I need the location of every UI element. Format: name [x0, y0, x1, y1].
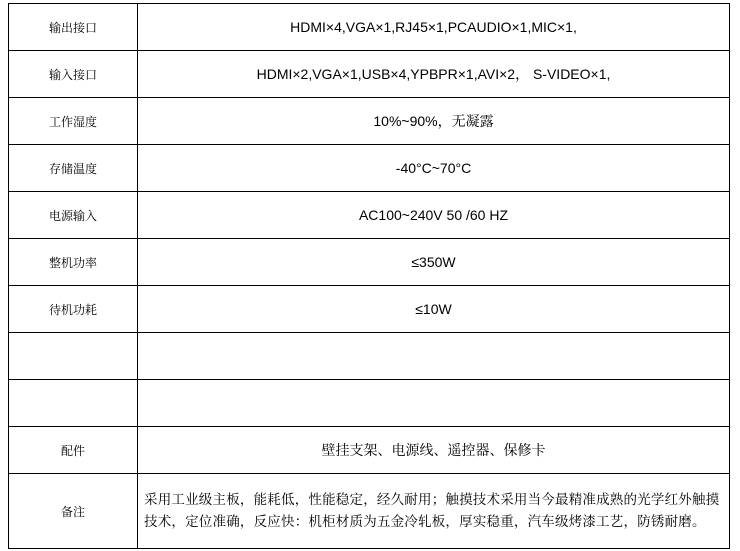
row-value: HDMI×2,VGA×1,USB×4,YPBPR×1,AVI×2， S-VIDEO×1,: [138, 51, 730, 98]
notes-text: 采用工业级主板，能耗低，性能稳定，经久耐用；触摸技术采用当今最精准成熟的光学红外触摸技术，定位准确，反应快：机柜材质为五金冷轧板，厚实稳重，汽车级烤漆工艺，防锈耐磨。: [138, 474, 730, 549]
row-label: 存储温度: [9, 145, 138, 192]
row-label: 电源输入: [9, 192, 138, 239]
row-value: AC100~240V 50 /60 HZ: [138, 192, 730, 239]
spec-table-body: [9, 4, 730, 549]
table-row: [9, 145, 730, 192]
row-value: [138, 333, 730, 380]
row-label: 输出接口: [9, 4, 138, 51]
row-label: 工作湿度: [9, 98, 138, 145]
row-value: -40°C~70°C: [138, 145, 730, 192]
table-row: [9, 333, 730, 380]
row-value: [138, 380, 730, 427]
row-label: 输入接口: [9, 51, 138, 98]
table-row: [9, 427, 730, 474]
table-row: [9, 98, 730, 145]
row-value: 10%~90%，无凝露: [138, 98, 730, 145]
row-value: ≤350W: [138, 239, 730, 286]
table-row: [9, 239, 730, 286]
spec-table: [8, 3, 730, 549]
row-label: [9, 333, 138, 380]
row-label: [9, 380, 138, 427]
row-label: 待机功耗: [9, 286, 138, 333]
row-value: HDMI×4,VGA×1,RJ45×1,PCAUDIO×1,MIC×1,: [138, 4, 730, 51]
row-value: ≤10W: [138, 286, 730, 333]
notes-row: [9, 474, 730, 549]
table-row: [9, 4, 730, 51]
table-row: [9, 51, 730, 98]
table-row: [9, 380, 730, 427]
table-row: [9, 192, 730, 239]
notes-label: 备注: [9, 474, 138, 549]
row-value: 壁挂支架、电源线、遥控器、保修卡: [138, 427, 730, 474]
row-label: 整机功率: [9, 239, 138, 286]
row-label: 配件: [9, 427, 138, 474]
table-row: [9, 286, 730, 333]
